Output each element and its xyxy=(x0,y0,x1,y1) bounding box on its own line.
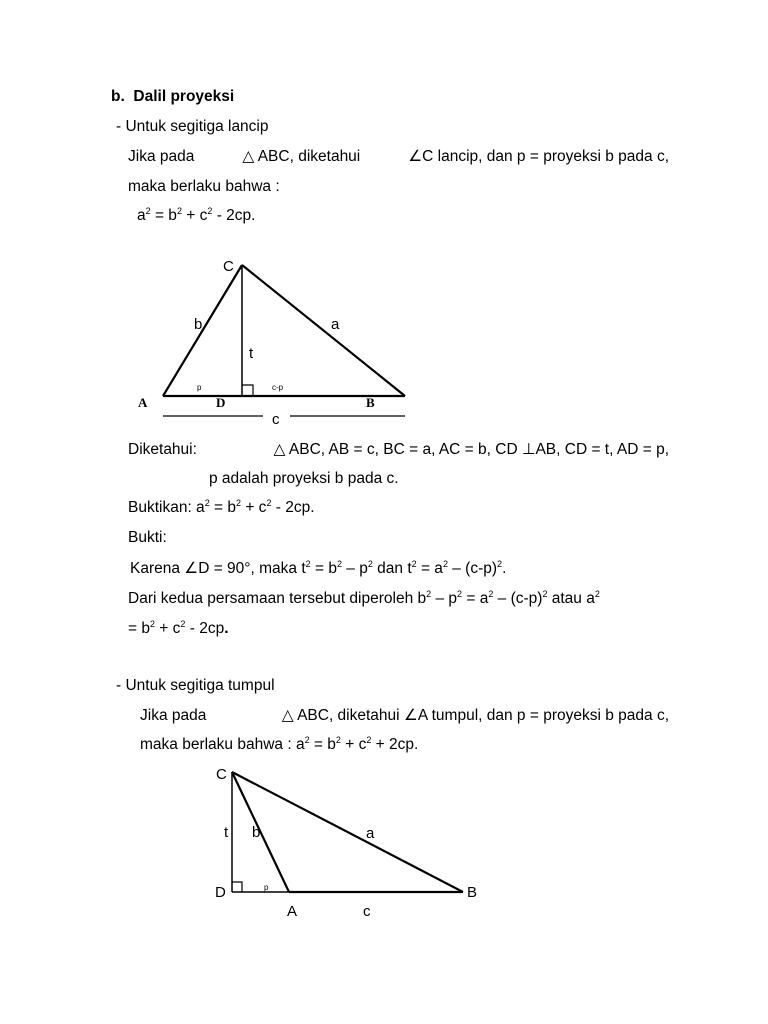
label-C: C xyxy=(216,766,227,783)
angle-symbol: ∠ xyxy=(408,148,423,165)
label-p: p xyxy=(264,883,269,892)
statement-text-1: Jika pada xyxy=(128,148,195,165)
label-A: A xyxy=(138,395,148,410)
side-a xyxy=(232,772,463,892)
label-c: c xyxy=(272,411,280,428)
label-a: a xyxy=(331,316,340,333)
given-line2: p adalah proyeksi b pada c. xyxy=(209,470,399,487)
prove-line: Buktikan: $a^2 = b^2 + c^2 - 2cp$. xyxy=(128,498,315,516)
triangle-symbol: △ xyxy=(242,148,255,165)
label-D: D xyxy=(216,395,226,410)
label-b: b xyxy=(194,316,203,333)
statement-text-3: C lancip, dan p = proyeksi b pada c, xyxy=(422,148,669,165)
label-B: B xyxy=(366,395,375,410)
section-letter: b. xyxy=(111,88,125,105)
label-p: p xyxy=(197,383,202,392)
given-line1: Diketahui: △ ABC, AB = c, BC = a, AC = b, CD ⊥AB, CD = t, AD = p, xyxy=(128,441,669,458)
proof-line3: = $b^2 + c^2 - 2cp$. xyxy=(128,619,229,637)
obtuse-statement-line2: maka berlaku bahwa : $a^2 = b^2 + c^2 + 2cp$. xyxy=(140,735,419,753)
label-c-minus-p: c-p xyxy=(272,383,284,392)
statement-text-2: ABC, diketahui xyxy=(257,148,361,165)
label-c: c xyxy=(363,903,371,920)
label-t: t xyxy=(224,824,229,841)
label-D: D xyxy=(215,884,226,901)
label-t: t xyxy=(249,345,254,362)
proof-line2: Dari kedua persamaan tersebut diperoleh $b^2 - p^2 = a^2 - (c-p)^2$ atau $a^2$ xyxy=(128,589,600,607)
obtuse-subheading: - Untuk segitiga tumpul xyxy=(116,677,275,694)
obtuse-statement-line1: Jika pada △ ABC, diketahui ∠A tumpul, dan p = proyeksi b pada c, xyxy=(140,707,669,724)
acute-formula: $a^2 = b^2 + c^2 - 2cp$. xyxy=(137,206,256,224)
label-B: B xyxy=(467,884,478,901)
label-C: C xyxy=(223,258,234,275)
proof-line1: Karena ∠D = 90°, maka $t^2 = b^2 - p^2$ dan $t^2 = a^2 - (c-p)^2$. xyxy=(130,559,507,577)
label-a: a xyxy=(366,825,375,842)
section-heading: Dalil proyeksi xyxy=(133,88,235,105)
side-b xyxy=(232,772,289,892)
acute-subheading: - Untuk segitiga lancip xyxy=(116,118,269,135)
acute-statement-line2: maka berlaku bahwa : xyxy=(128,178,280,195)
proof-label: Bukti: xyxy=(128,529,167,546)
label-b: b xyxy=(252,824,261,841)
right-angle-marker xyxy=(232,882,242,892)
label-A: A xyxy=(287,903,298,920)
